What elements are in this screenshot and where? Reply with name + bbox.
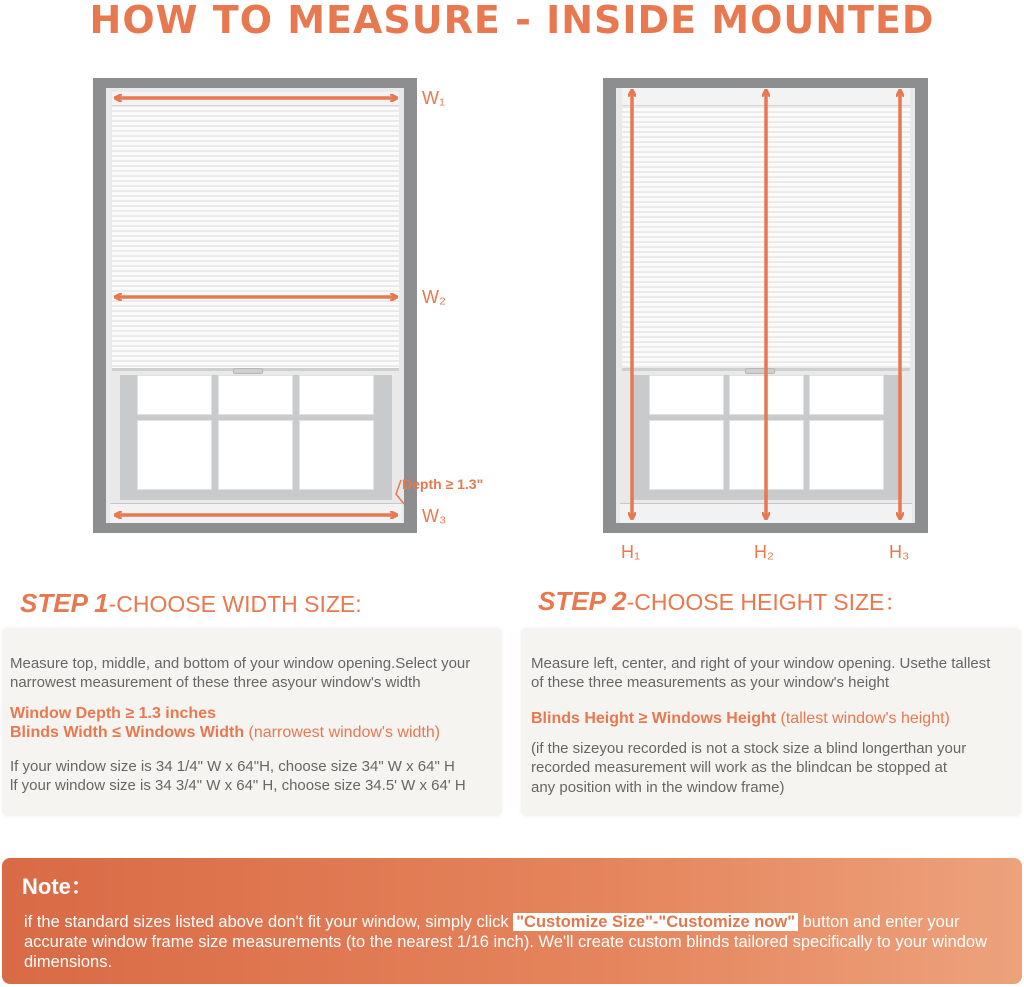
note-banner xyxy=(2,858,1022,984)
step2-detail-line1: (if the sizeyou recorded is not a stock size a blind longerthan your xyxy=(531,740,967,757)
w3-label: W₃ xyxy=(422,506,447,526)
note-text xyxy=(24,912,1014,972)
page-title: HOW TO MEASURE - INSIDE MOUNTED xyxy=(89,0,935,42)
step2-intro-line2: of these three measurements as your window's height xyxy=(531,674,890,691)
step2-heading xyxy=(538,587,907,616)
step1-example2: lf your window size is 34 3/4" W x 64" H, choose size 34.5' W x 64' H xyxy=(10,777,466,794)
note-text-before: if the standard sizes listed above don't fit your window, simply click xyxy=(24,913,514,931)
h3-label: H₃ xyxy=(889,542,910,562)
step1-card xyxy=(2,628,502,816)
step2-intro-line1: Measure left, center, and right of your window opening. Usethe tallest xyxy=(531,655,991,672)
note-title: Note： xyxy=(22,874,93,899)
step2-number: STEP 2 xyxy=(538,586,627,616)
step2-card xyxy=(521,628,1021,816)
step2-height-rule: Blinds Height ≥ Windows Height (tallest window's height) xyxy=(531,710,950,727)
note-text-after: button and enter your accurate window frame size measurements (to the nearest 1/16 inch). We'll create custom blinds tailored specifically to your window dimensions. xyxy=(24,913,988,971)
step2-detail-line3: any position with in the window frame) xyxy=(531,779,785,796)
w1-label: W₁ xyxy=(422,88,446,108)
step1-heading xyxy=(20,589,362,618)
step1-title: -CHOOSE WIDTH SIZE: xyxy=(108,591,362,617)
step2-detail-line2: recorded measurement will work as the blindcan be stopped at xyxy=(531,759,948,776)
step2-title: -CHOOSE HEIGHT SIZE： xyxy=(626,589,908,615)
depth-label: Depth ≥ 1.3" xyxy=(402,476,484,492)
step1-width-rule: Blinds Width ≤ Windows Width (narrowest window's width) xyxy=(10,724,441,741)
step1-depth-rule: Window Depth ≥ 1.3 inches xyxy=(10,705,216,722)
h2-label: H₂ xyxy=(754,542,774,562)
step1-example1: If your window size is 34 1/4" W x 64"H, choose size 34" W x 64" H xyxy=(10,758,455,775)
step1-intro-line2: narrowest measurement of these three asyour window's width xyxy=(10,674,421,691)
h1-label: H₁ xyxy=(621,542,641,562)
customize-size-button-label: "Customize Size"-"Customize now" xyxy=(513,913,798,931)
step1-number: STEP 1 xyxy=(20,588,109,618)
w2-label: W₂ xyxy=(422,287,446,307)
step1-intro-line1: Measure top, middle, and bottom of your window opening.Select your xyxy=(10,655,471,672)
